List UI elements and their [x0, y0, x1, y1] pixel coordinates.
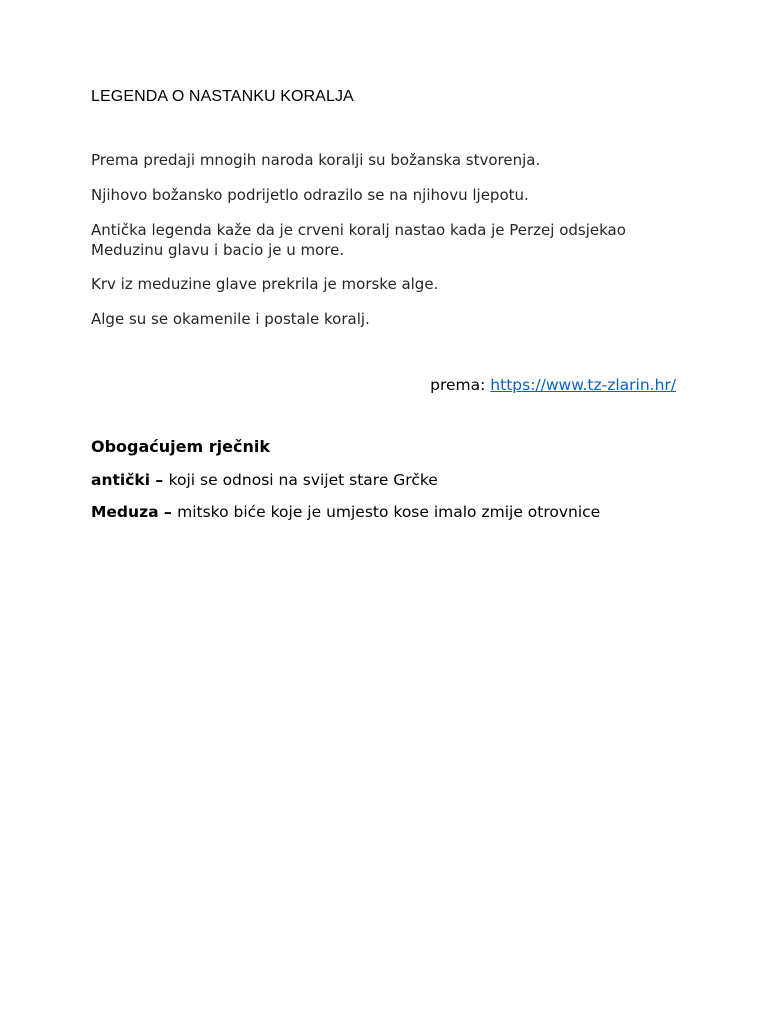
- source-citation: [430, 375, 676, 395]
- paragraph-5: Alge su se okamenile i postale koralj.: [91, 310, 370, 328]
- paragraph-2: Njihovo božansko podrijetlo odrazilo se na njihovu ljepotu.: [91, 186, 529, 204]
- vocabulary-definition: mitsko biće koje je umjesto kose imalo zmije otrovnice: [177, 503, 601, 521]
- vocabulary-item: [91, 470, 438, 490]
- vocabulary-definition: koji se odnosi na svijet stare Grčke: [168, 471, 438, 489]
- document-title: LEGENDA O NASTANKU KORALJA: [91, 88, 354, 105]
- vocabulary-dash: –: [158, 503, 178, 521]
- vocabulary-item: [91, 502, 600, 522]
- paragraph-1: Prema predaji mnogih naroda koralji su božanska stvorenja.: [91, 151, 541, 169]
- vocabulary-dash: –: [150, 471, 169, 489]
- source-prefix: prema:: [430, 376, 491, 394]
- paragraph-3: Antička legenda kaže da je crveni koralj nastao kada je Perzej odsjekao Meduzinu glavu i bacio je u more.: [91, 221, 626, 259]
- source-link[interactable]: https://www.tz-zlarin.hr/: [490, 376, 676, 394]
- paragraph-4: Krv iz meduzine glave prekrila je morske alge.: [91, 275, 439, 293]
- vocabulary-term: antički: [91, 471, 151, 489]
- vocabulary-term: Meduza: [91, 503, 159, 521]
- vocabulary-heading: Obogaćujem rječnik: [91, 437, 270, 456]
